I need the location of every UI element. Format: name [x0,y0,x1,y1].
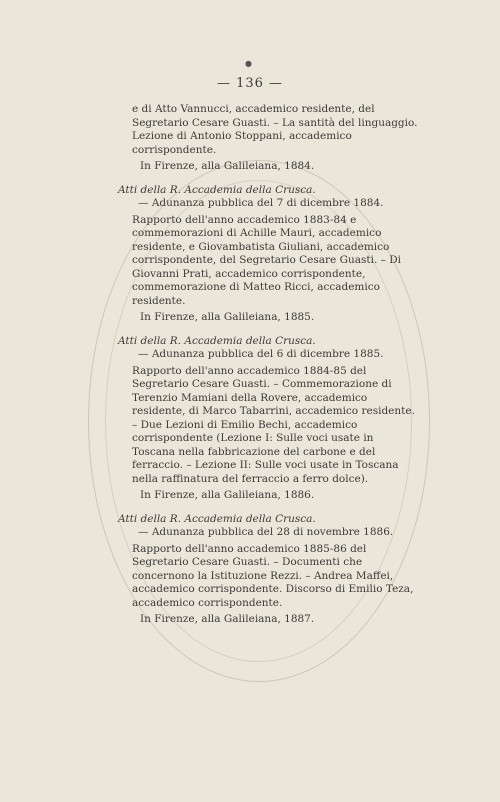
entry-text: Rapporto dell'anno accademico 1885-86 del Segretario Cesare Guasti. – Documenti che concernono la Istituzione Rezzi. – Andrea Maffei, accademico corrispondente. Discorso di Emilio Teza, accademico corrispondente. [132,542,414,609]
entry-1885 [118,335,418,503]
page-number: — 136 — [216,76,284,91]
top-fragment [118,103,418,174]
entry-text: Rapporto dell'anno accademico 1884-85 del Segretario Cesare Guasti. – Commemorazione di Terenzio Mamiani della Rovere, accademico residente, di Marco Tabarrini, accademico residente. – Due Lezioni di Emilio Bechi, accademico corrispondente (Lezione I: Sulle voci usate in Toscana nella fabbricazione del carbone e del ferraccio. – Lezione II: Sulle voci usate in Toscana nella raffinatura del ferraccio a ferro dolce). [132,364,415,485]
entry-title: Atti della R. Accademia della Crusca. [118,512,316,525]
page-body [118,100,418,637]
entry-title: Atti della R. Accademia della Crusca. [118,334,316,347]
entry-text: Rapporto dell'anno accademico 1883-84 e commemorazioni di Achille Mauri, accademico residente, e Giovambatista Giuliani, accademico corrispondente, del Segretario Cesare Guasti. – Di Giovanni Prati, accademico corrispondente, commemorazione di Matteo Ricci, accademico residente. [132,213,401,307]
entry-1886 [118,513,418,627]
entry-meeting: — Adunanza pubblica del 6 di dicembre 1885. [138,348,384,360]
entry-meeting: — Adunanza pubblica del 7 di dicembre 1884. [138,197,384,209]
entry-place: In Firenze, alla Galileiana, 1887. [140,613,315,625]
entry-place: In Firenze, alla Galileiana, 1886. [140,489,315,501]
entry-place: In Firenze, alla Galileiana, 1885. [140,311,315,323]
ink-mark: ● [245,59,252,68]
top-fragment-text: e di Atto Vannucci, accademico residente, del Segretario Cesare Guasti. – La santità del linguaggio. Lezione di Antonio Stoppani, accademico corrispondente. [132,103,418,156]
entry-1884 [118,184,418,325]
entry-meeting: — Adunanza pubblica del 28 di novembre 1886. [138,526,394,538]
top-fragment-place: In Firenze, alla Galileiana, 1884. [140,160,315,172]
entry-title: Atti della R. Accademia della Crusca. [118,183,316,196]
